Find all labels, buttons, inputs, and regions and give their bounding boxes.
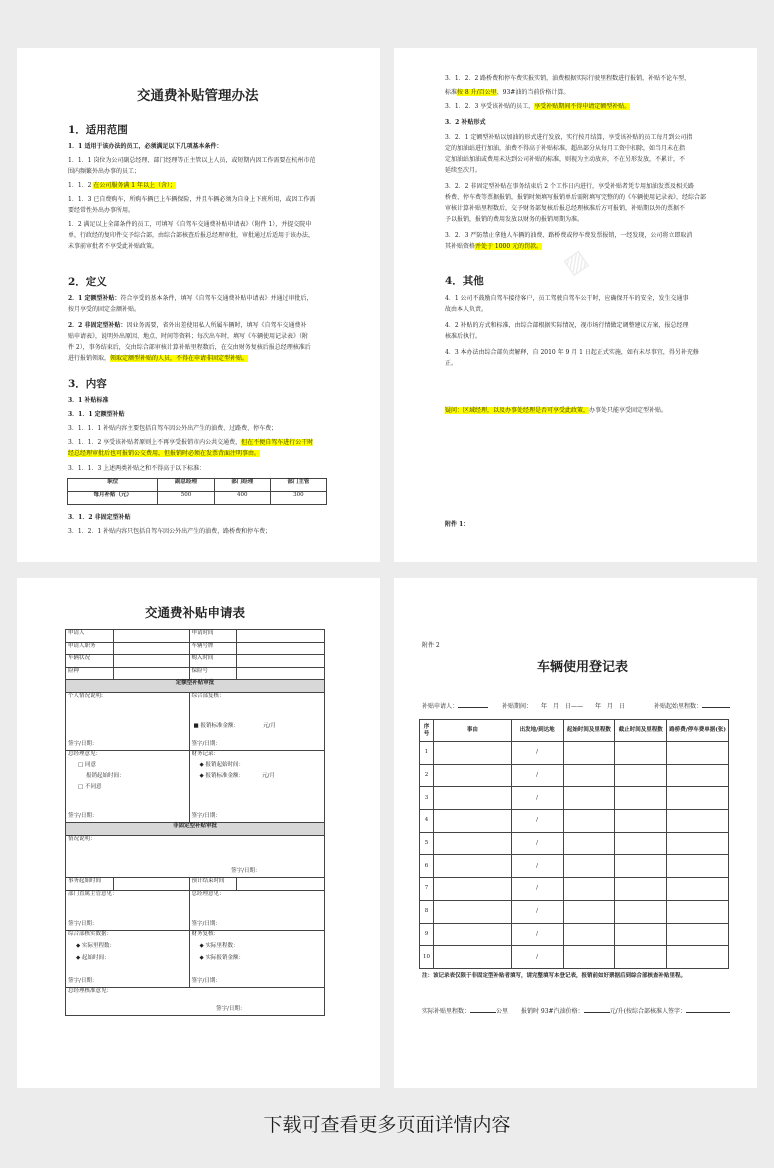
table-header: 事由 <box>433 720 511 742</box>
clause-2-2d: 件 2），事务结束后，交由综合部审核计算补贴里程数后，在交由财务复核后报总经理核准后 <box>68 344 311 351</box>
start-km-field <box>654 703 730 711</box>
p2-line: 4．1 公司不鼓励自驾车接待客户，员工驾驶自驾车公干时，应确保开车的安全，发生交通事 <box>445 295 689 302</box>
p2-line: 定的加油站进行加油，油费不得高于补贴标准，超出部分从每月工资中扣除，如当月未在指 <box>445 145 686 152</box>
sign-label: 签字/日期： <box>68 741 98 747</box>
sign-label: 签字/日期： <box>191 978 221 984</box>
gm-approve-label: 总经理核准意见： <box>68 988 113 994</box>
situation-cell[interactable] <box>66 836 325 878</box>
p2-line <box>445 243 542 251</box>
table-cell[interactable] <box>433 923 511 946</box>
clause-3-1: 3．1 补贴标准 <box>68 397 109 404</box>
table-header: 出发地/到达地 <box>511 720 563 742</box>
table-cell[interactable] <box>615 878 667 901</box>
label: 申请人职务 <box>66 642 114 655</box>
table-header: 部门经理 <box>214 479 270 492</box>
actual-km-field <box>422 1008 508 1016</box>
table-cell[interactable] <box>667 946 729 969</box>
table-cell[interactable] <box>433 855 511 878</box>
gm2-label: 总经理意见： <box>191 891 225 897</box>
clause-2-1c: 按月享受的固定金额补贴。 <box>68 306 141 313</box>
table-cell[interactable] <box>667 742 729 765</box>
actual-amt-label: 实际报销金额： <box>205 955 244 961</box>
field[interactable] <box>113 878 189 891</box>
p2-line: 核准后执行。 <box>445 333 482 340</box>
p2-line: 桥费、停车费等票据报销，报销时须填写报销单后需附填写完整的的《车辆使用记录表》，经综合部 <box>445 194 707 201</box>
checkbox-icon[interactable]: □ <box>78 784 85 790</box>
table-cell[interactable] <box>433 832 511 855</box>
p2-highlight: 享受补贴期间不得申请定额型补贴。 <box>534 103 631 110</box>
km-unit: 公里 <box>496 1008 509 1015</box>
p2-line: 定加油站加油或费用未达到公司补贴的标准，则视为主动放弃，不在另形发放，不累计，不 <box>445 156 686 163</box>
clause-2-2f-highlight: 领取定额型补贴的人员，不得在申请非固定型补贴。 <box>110 355 249 362</box>
question-note <box>445 407 667 415</box>
label: 车辆状况 <box>66 655 114 668</box>
table-cell[interactable] <box>563 742 615 765</box>
p2-line: 审核计算补贴里程数后，交予财务部复核后报总经理核准后方可报销，补贴期以外的票据不 <box>445 205 686 212</box>
sign-label: 签字/日期： <box>68 813 98 819</box>
table-cell[interactable] <box>433 946 511 969</box>
p2-text: 标准 <box>445 89 458 96</box>
table-cell[interactable] <box>563 923 615 946</box>
field[interactable] <box>113 630 189 643</box>
question-highlight: 疑问：区域经理，以及办事处经理是否可享受此政策， <box>445 407 590 414</box>
clause-1-1-1b: 围内频繁外出办事的员工； <box>68 168 141 175</box>
subsidy-standard-table <box>67 478 327 505</box>
dept-head-label: 部门直属主管意见： <box>68 891 118 897</box>
clause-2-1-text: 符合享受的基本条件，填写《自驾车交通费补贴申请表》并通过审批后， <box>120 295 313 302</box>
page-transport-policy-2 <box>394 48 757 562</box>
p2-highlight: 并处于 1000 元的罚款。 <box>475 243 543 250</box>
diamond-bullet-icon: ◆ <box>199 762 206 768</box>
diamond-bullet-icon: ◆ <box>76 943 82 949</box>
clause-1-1-2-num: 1．1．2 <box>68 182 94 189</box>
clause-2-2-label: 2．2 非固定型补贴： <box>68 322 127 329</box>
field[interactable] <box>113 655 189 668</box>
watermark: ▨ <box>558 244 593 280</box>
row-number: 2 <box>420 764 434 787</box>
actual-km2-label: 实际里程数： <box>205 943 239 949</box>
clause-2-2 <box>68 322 306 330</box>
table-cell[interactable] <box>433 900 511 923</box>
price-unit: 元/升(按 <box>609 1008 632 1015</box>
p2-text: 其补贴资格 <box>445 243 476 250</box>
clause-1-1-2 <box>68 182 176 190</box>
table-cell[interactable] <box>615 855 667 878</box>
finance-rev-label: 财务复核： <box>191 931 220 937</box>
applicant-field <box>422 703 488 711</box>
slash-cell[interactable]: / <box>511 832 563 855</box>
slash-cell[interactable]: / <box>511 810 563 833</box>
table-cell[interactable] <box>563 787 615 810</box>
slash-cell[interactable]: / <box>511 900 563 923</box>
clause-2-1-label: 2．1 定额型补贴： <box>68 295 121 302</box>
clause-2-2c: 贴申请表》，说明外出原因、地点、时间等资料；每次出车时，填写《车辆使用记录表》（附 <box>68 333 309 340</box>
slash-cell[interactable]: / <box>511 946 563 969</box>
applicant-label: 补贴申请人： <box>422 703 459 710</box>
section-other: 4．其他 <box>445 275 484 287</box>
table-cell[interactable] <box>667 764 729 787</box>
attachment-label: 附件 1： <box>445 521 470 528</box>
agree-label: 同意 <box>84 762 96 768</box>
row-number: 4 <box>420 810 434 833</box>
diamond-bullet-icon: ◆ <box>76 955 82 961</box>
label: 申请人 <box>66 630 114 643</box>
clause-3-1-1-2-text: 3．1．1．2 享受该补贴者原则上不再享受报销市内公共交通费， <box>68 439 242 446</box>
field[interactable] <box>237 878 325 891</box>
row-number: 7 <box>420 878 434 901</box>
table-cell[interactable] <box>615 787 667 810</box>
clause-1-2a: 1．2 满足以上全部条件的员工，可填写《自驾车交通费补贴申请表》（附件 1），并提交院申 <box>68 221 312 228</box>
table-cell[interactable] <box>667 923 729 946</box>
actual-km-label: 实际里程数： <box>81 943 115 949</box>
p2-line: 4．3 本办法由综合部负责解释，自 2010 年 9 月 1 日起正式实施，如有未尽事宜，得另补充修 <box>445 349 699 356</box>
diamond-bullet-icon: ◆ <box>199 773 206 779</box>
clause-1-1-3b: 要经常性外出办事所用。 <box>68 207 135 214</box>
sign-label: 签字/日期： <box>191 813 221 819</box>
table-cell[interactable] <box>615 923 667 946</box>
start-t-label: 起始时间： <box>81 955 110 961</box>
slash-cell[interactable]: / <box>511 878 563 901</box>
checkbox-icon[interactable]: □ <box>78 762 85 768</box>
review-num-cell[interactable] <box>66 931 190 988</box>
approver-field <box>632 1008 730 1016</box>
section-definition: 2．定义 <box>68 276 107 288</box>
p2-line: 故由本人负责。 <box>445 306 488 313</box>
start-time2-label: 报销起始时间： <box>205 762 244 768</box>
question-answer: 办事处只能享受固定型补贴。 <box>589 407 668 414</box>
table-cell[interactable] <box>667 832 729 855</box>
finance-label: 财务记录： <box>191 751 220 757</box>
clause-2-1 <box>68 295 312 303</box>
log-title: 车辆使用登记表 <box>537 660 629 675</box>
gm-approve-cell[interactable] <box>66 988 325 1016</box>
log-note: 注：该记录表仅限于非固定型补贴者填写，请完整填写本登记表，报销前如好票据后到综合部核查补贴里程。 <box>422 973 687 979</box>
row-number: 5 <box>420 832 434 855</box>
clause-2-2e <box>68 355 248 363</box>
p2-line: 3．2．1 定额型补贴以加油的形式进行发放，实行按月结算，享受该补贴的员工每月到公司指 <box>445 134 693 141</box>
clause-3-1-1-3: 3．1．1．3 上述两类补贴之和不得高于以下标准： <box>68 465 206 472</box>
p2-text: 3．1．2．3 享受该补贴的员工， <box>445 103 535 110</box>
section-content: 3．内容 <box>68 378 107 390</box>
variable-subsidy-header: 非固定型补贴审批 <box>66 823 325 836</box>
table-cell[interactable] <box>615 764 667 787</box>
start-time-label: 报销起始时间： <box>86 773 125 779</box>
finance-cell[interactable] <box>189 751 325 823</box>
personal-label: 个人情况说明: <box>68 693 103 699</box>
table-cell: 500 <box>158 492 214 505</box>
label: 保险号 <box>189 667 237 680</box>
label: 申请时间 <box>189 630 237 643</box>
clause-3-2: 3．2 补贴形式 <box>445 119 486 126</box>
p2-line: 正。 <box>445 360 458 367</box>
table-cell[interactable] <box>667 900 729 923</box>
table-cell[interactable] <box>615 832 667 855</box>
table-cell[interactable] <box>433 764 511 787</box>
table-cell[interactable] <box>667 810 729 833</box>
clause-3-1-1-2c-highlight: 经总经理审批后也可报销公交费用，但报销时必须在发票背面注明事由。 <box>68 450 261 457</box>
diamond-bullet-icon: ◆ <box>199 955 206 961</box>
table-cell[interactable] <box>563 810 615 833</box>
clause-3-1-1-2 <box>68 439 313 447</box>
clause-3-1-2-1: 3．1．2．1 补贴内容只包括自驾车因公外出产生的油费、路桥费和停车费； <box>68 528 272 535</box>
gm-label: 总经理意见： <box>68 751 102 757</box>
clause-3-1-1-2-highlight: 但在不便自驾车进行公干时 <box>241 439 314 446</box>
start-km-label: 补贴起始里程数： <box>654 703 703 710</box>
table-cell[interactable] <box>433 810 511 833</box>
clause-2-2e-text: 进行报销领取， <box>68 355 111 362</box>
slash-cell[interactable]: / <box>511 923 563 946</box>
gm-cell[interactable] <box>66 751 190 823</box>
p2-line <box>445 89 569 97</box>
dept-head-cell[interactable] <box>66 891 190 931</box>
p2-line <box>445 103 630 111</box>
clause-1-1-2-highlight: 在公司服务满 1 年以上（含）； <box>93 182 177 189</box>
row-number: 9 <box>420 923 434 946</box>
row-number: 8 <box>420 900 434 923</box>
period-label: 补贴期间： 年 月 日—— 年 月 日 <box>502 703 626 710</box>
table-cell[interactable] <box>433 742 511 765</box>
table-cell[interactable] <box>667 855 729 878</box>
diamond-bullet-icon: ◆ <box>199 943 206 949</box>
table-row-label: 每月补贴（元） <box>68 492 158 505</box>
p2-text: 、93#油的当前价格计算。 <box>496 89 570 96</box>
section-scope: 1．适用范围 <box>68 124 128 136</box>
application-form-table <box>65 629 325 1016</box>
fuel-price-label: 报销时 93#汽油价格： <box>521 1008 584 1015</box>
clause-1-2c: 未事前审批者不享受此补贴政策。 <box>68 243 159 250</box>
p2-line: 3．2．3 严防禁止拿他人车辆的油费、路桥费或停车费发票报销，一经发现，公司将立即取消 <box>445 232 693 239</box>
row-number: 6 <box>420 855 434 878</box>
p2-highlight: 按 8 升/百公里 <box>457 89 497 96</box>
table-header: 截止时间及里程数 <box>615 720 667 742</box>
clause-1-1-3a: 1．1．3 已自费购车，所购车辆已上车辆保险，并且车辆必须为自身上下班所用，或因工作需 <box>68 196 316 203</box>
field[interactable] <box>237 630 325 643</box>
table-cell: 300 <box>270 492 326 505</box>
p2-line: 4．2 补贴的方式和标准，由综合部根据实际情况，视市场行情做定调整建议方案，报总经理 <box>445 322 689 329</box>
table-header: 副总经理 <box>158 479 214 492</box>
field[interactable] <box>237 667 325 680</box>
row-number: 3 <box>420 787 434 810</box>
fixed-subsidy-header: 定额型补贴审批 <box>66 680 325 693</box>
label: 事务起始时间 <box>66 878 114 891</box>
sign-label: 签字/日期： <box>231 868 261 874</box>
unit-label: 元/月 <box>262 773 275 779</box>
label: 车辆号牌 <box>189 642 237 655</box>
vehicle-log-table <box>419 719 729 969</box>
table-cell[interactable] <box>563 946 615 969</box>
fuel-price-field <box>521 1008 632 1016</box>
dept-review-label: 综合部复核： <box>191 693 225 699</box>
sign-label: 签字/日期： <box>68 978 98 984</box>
label: 险种 <box>66 667 114 680</box>
gm2-cell[interactable] <box>189 891 325 931</box>
p2-line: 3．2．2 非固定型补贴在事务结束后 2 个工作日内进行，享受补贴者凭专用加油发票及相关路 <box>445 183 694 190</box>
table-header: 职位 <box>68 479 158 492</box>
table-cell[interactable] <box>433 878 511 901</box>
dept-review-cell[interactable] <box>189 693 325 751</box>
table-header: 序号 <box>420 720 434 742</box>
table-cell[interactable] <box>615 946 667 969</box>
square-bullet-icon: ■ <box>193 723 201 729</box>
attachment2-label: 附件 2 <box>422 642 440 649</box>
disagree-label: 不同意 <box>84 784 102 790</box>
actual-km-label: 实际补贴里程数： <box>422 1008 471 1015</box>
table-cell[interactable] <box>563 764 615 787</box>
table-header: 起始时间及里程数 <box>563 720 615 742</box>
p2-line: 延续至次月。 <box>445 167 482 174</box>
sign-label: 签字/日期： <box>216 1006 246 1012</box>
p2-line: 3．1．2．2 路桥费和停车费实报实销，油费根据实际行驶里程数进行报销，补贴不论车型， <box>445 75 691 82</box>
row-number: 10 <box>420 946 434 969</box>
table-cell[interactable] <box>563 855 615 878</box>
download-more-text[interactable]: 下载可查看更多页面详情内容 <box>263 1114 511 1136</box>
clause-1-1: 1．1 适用于该办法的员工，必须满足以下几项基本条件： <box>68 143 223 150</box>
amount-label: 报销标准金额： <box>200 723 239 729</box>
page-application-form <box>17 578 380 1088</box>
table-cell[interactable] <box>667 878 729 901</box>
page-transport-policy-1 <box>17 48 380 562</box>
clause-3-1-1: 3．1．1 定额型补贴 <box>68 411 125 418</box>
field[interactable] <box>113 667 189 680</box>
unit-label: 元/月 <box>262 723 276 729</box>
label: 购入时间 <box>189 655 237 668</box>
p2-line: 予以报销，报销的费用发放以财务的报销周期为准。 <box>445 216 584 223</box>
slash-cell[interactable]: / <box>511 764 563 787</box>
clause-3-1-1-1: 3．1．1．1 补贴内容主要包括自驾车因公外出产生的油费、过路费、停车费； <box>68 425 278 432</box>
table-cell[interactable] <box>563 832 615 855</box>
table-cell[interactable] <box>615 810 667 833</box>
table-cell[interactable] <box>563 878 615 901</box>
clause-1-1-1a: 1．1．1 岗位为公司副总经理、部门经理等正主管以上人员，或短期内因工作需要在杭州市范 <box>68 157 316 164</box>
clause-3-1-2: 3．1．2 非固定型补贴 <box>68 514 131 521</box>
amount2-label: 报销标准金额： <box>205 773 244 779</box>
personal-cell[interactable] <box>66 693 190 751</box>
sign-label: 签字/日期： <box>191 741 221 747</box>
sign-label: 签字/日期： <box>68 921 98 927</box>
form-title: 交通费补贴申请表 <box>145 605 246 620</box>
slash-cell[interactable]: / <box>511 787 563 810</box>
table-cell[interactable] <box>615 900 667 923</box>
situation-label: 情况说明： <box>68 836 96 842</box>
review-num-label: 综合部核实数据： <box>68 931 113 937</box>
field[interactable] <box>237 655 325 668</box>
policy-title: 交通费补贴管理办法 <box>137 88 259 104</box>
table-header: 部门主管 <box>270 479 326 492</box>
table-header: 路桥费/停车费单据(张) <box>667 720 729 742</box>
finance-rev-cell[interactable] <box>189 931 325 988</box>
field[interactable] <box>237 642 325 655</box>
table-cell: 400 <box>214 492 270 505</box>
table-cell[interactable] <box>563 900 615 923</box>
page-vehicle-log <box>394 578 757 1088</box>
slash-cell[interactable]: / <box>511 855 563 878</box>
label: 预计结束时间 <box>189 878 237 891</box>
field[interactable] <box>113 642 189 655</box>
table-cell[interactable] <box>615 742 667 765</box>
table-cell[interactable] <box>667 787 729 810</box>
table-cell[interactable] <box>433 787 511 810</box>
row-number: 1 <box>420 742 434 765</box>
clause-1-2b: 单，行政经的复印件交予综合部，由综合部核查后报总经理审批，审批通过后适用于该办法， <box>68 232 315 239</box>
approver-label: 综合部核准人签字： <box>632 1008 687 1015</box>
slash-cell[interactable]: / <box>511 742 563 765</box>
sign-label: 签字/日期： <box>191 921 221 927</box>
clause-2-2-text: 因业务需要，省外出差使用私人所属车辆时，填写《自驾车交通费补 <box>126 322 307 329</box>
